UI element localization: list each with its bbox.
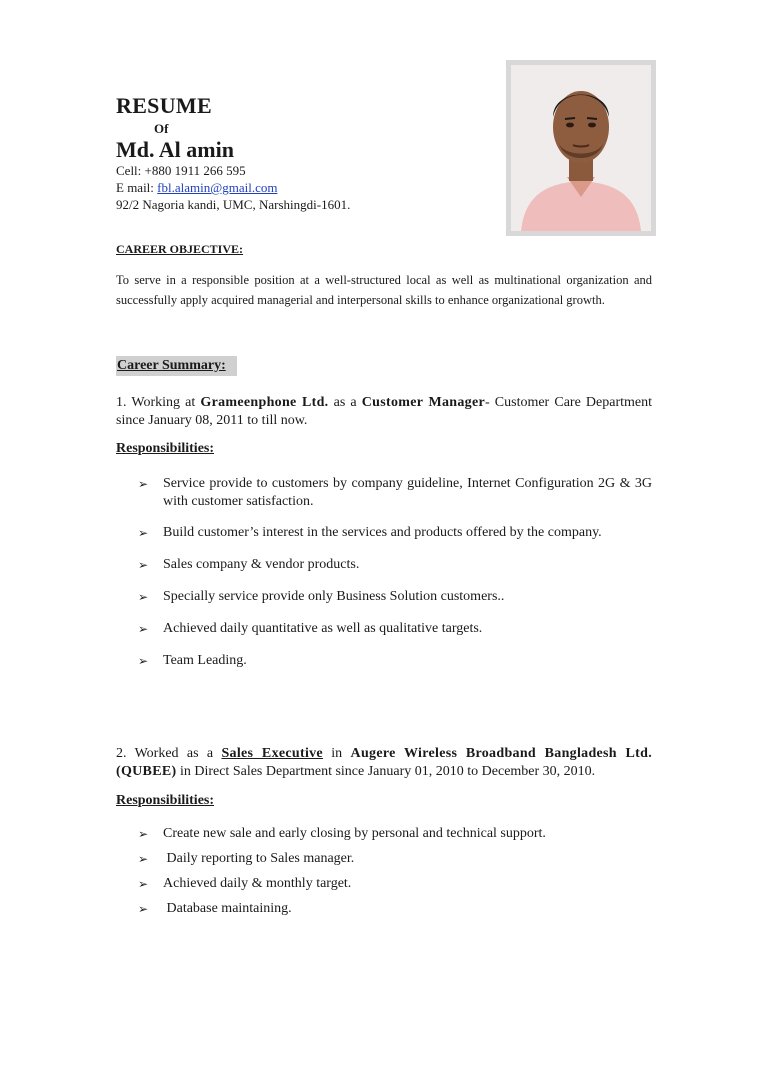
resume-title: RESUME bbox=[116, 93, 212, 118]
arrow-bullet-icon: ➢ bbox=[138, 877, 149, 891]
job-2-bullet: ➢ Achieved daily & monthly target. bbox=[138, 876, 352, 891]
job-1-bullet: ➢ Achieved daily quantitative as well as qualitative targets. bbox=[138, 621, 483, 636]
job-1-role: Customer Manager bbox=[361, 395, 485, 410]
arrow-bullet-icon: ➢ bbox=[138, 590, 149, 604]
arrow-bullet-icon: ➢ bbox=[138, 558, 149, 572]
job-1-bullet: ➢ Sales company & vendor products. bbox=[138, 557, 360, 572]
email-label: E mail: bbox=[116, 180, 158, 195]
job-1-bullet: ➢ Team Leading. bbox=[138, 653, 247, 668]
job-1-responsibilities-heading: Responsibilities: bbox=[116, 441, 215, 456]
arrow-bullet-icon: ➢ bbox=[138, 852, 149, 866]
arrow-bullet-icon: ➢ bbox=[138, 622, 149, 636]
job-2-bullet: ➢ Database maintaining. bbox=[138, 901, 292, 916]
job-2-bullet: ➢ Daily reporting to Sales manager. bbox=[138, 851, 355, 866]
job-1-description: 1. Working at Grameenphone Ltd. as a Customer Manager- Customer Care Department since January 08, 2011 to till now. bbox=[116, 395, 652, 428]
job-2-bullet: ➢ Create new sale and early closing by personal and technical support. bbox=[138, 826, 546, 841]
career-objective-heading: CAREER OBJECTIVE: bbox=[116, 242, 244, 256]
job-2-responsibilities-heading: Responsibilities: bbox=[116, 793, 215, 808]
contact-cell: Cell: +880 1911 266 595 bbox=[116, 163, 246, 178]
career-objective-text: To serve in a responsible position at a well-structured local as well as multinational organization and successfully apply acquired managerial and interpersonal skills to enhance organizational growth. bbox=[116, 273, 652, 307]
portrait-illustration bbox=[511, 65, 651, 231]
contact-address: 92/2 Nagoria kandi, UMC, Narshingdi-1601. bbox=[116, 197, 351, 212]
job-1-bullet: ➢ Specially service provide only Business Solution customers.. bbox=[138, 589, 505, 604]
arrow-bullet-icon: ➢ bbox=[138, 526, 149, 540]
job-2-role: Sales Executive bbox=[221, 746, 323, 761]
contact-email-line bbox=[116, 179, 277, 196]
candidate-name: Md. Al amin bbox=[116, 137, 234, 162]
arrow-bullet-icon: ➢ bbox=[138, 477, 149, 491]
career-summary-heading: Career Summary: bbox=[116, 356, 237, 376]
job-2-description: 2. Worked as a Sales Executive in Augere Wireless Broadband Bangladesh Ltd. (QUBEE) in Direct Sales Department since January 01, 2010 to December 30, 2010. bbox=[116, 746, 653, 779]
arrow-bullet-icon: ➢ bbox=[138, 902, 149, 916]
arrow-bullet-icon: ➢ bbox=[138, 827, 149, 841]
profile-photo bbox=[506, 60, 656, 236]
job-1-bullet: ➢ Service provide to customers by company guideline, Internet Configuration 2G & 3G with customer satisfaction. bbox=[138, 476, 652, 509]
email-link[interactable]: fbl.alamin@gmail.com bbox=[157, 180, 278, 195]
job-2-company: Augere Wireless Broadband Bangladesh Ltd. (QUBEE) bbox=[116, 746, 653, 779]
arrow-bullet-icon: ➢ bbox=[138, 654, 149, 668]
job-1-company: Grameenphone Ltd. bbox=[200, 395, 329, 410]
job-1-bullet: ➢ Build customer’s interest in the services and products offered by the company. bbox=[138, 525, 602, 540]
resume-of: Of bbox=[154, 121, 169, 136]
